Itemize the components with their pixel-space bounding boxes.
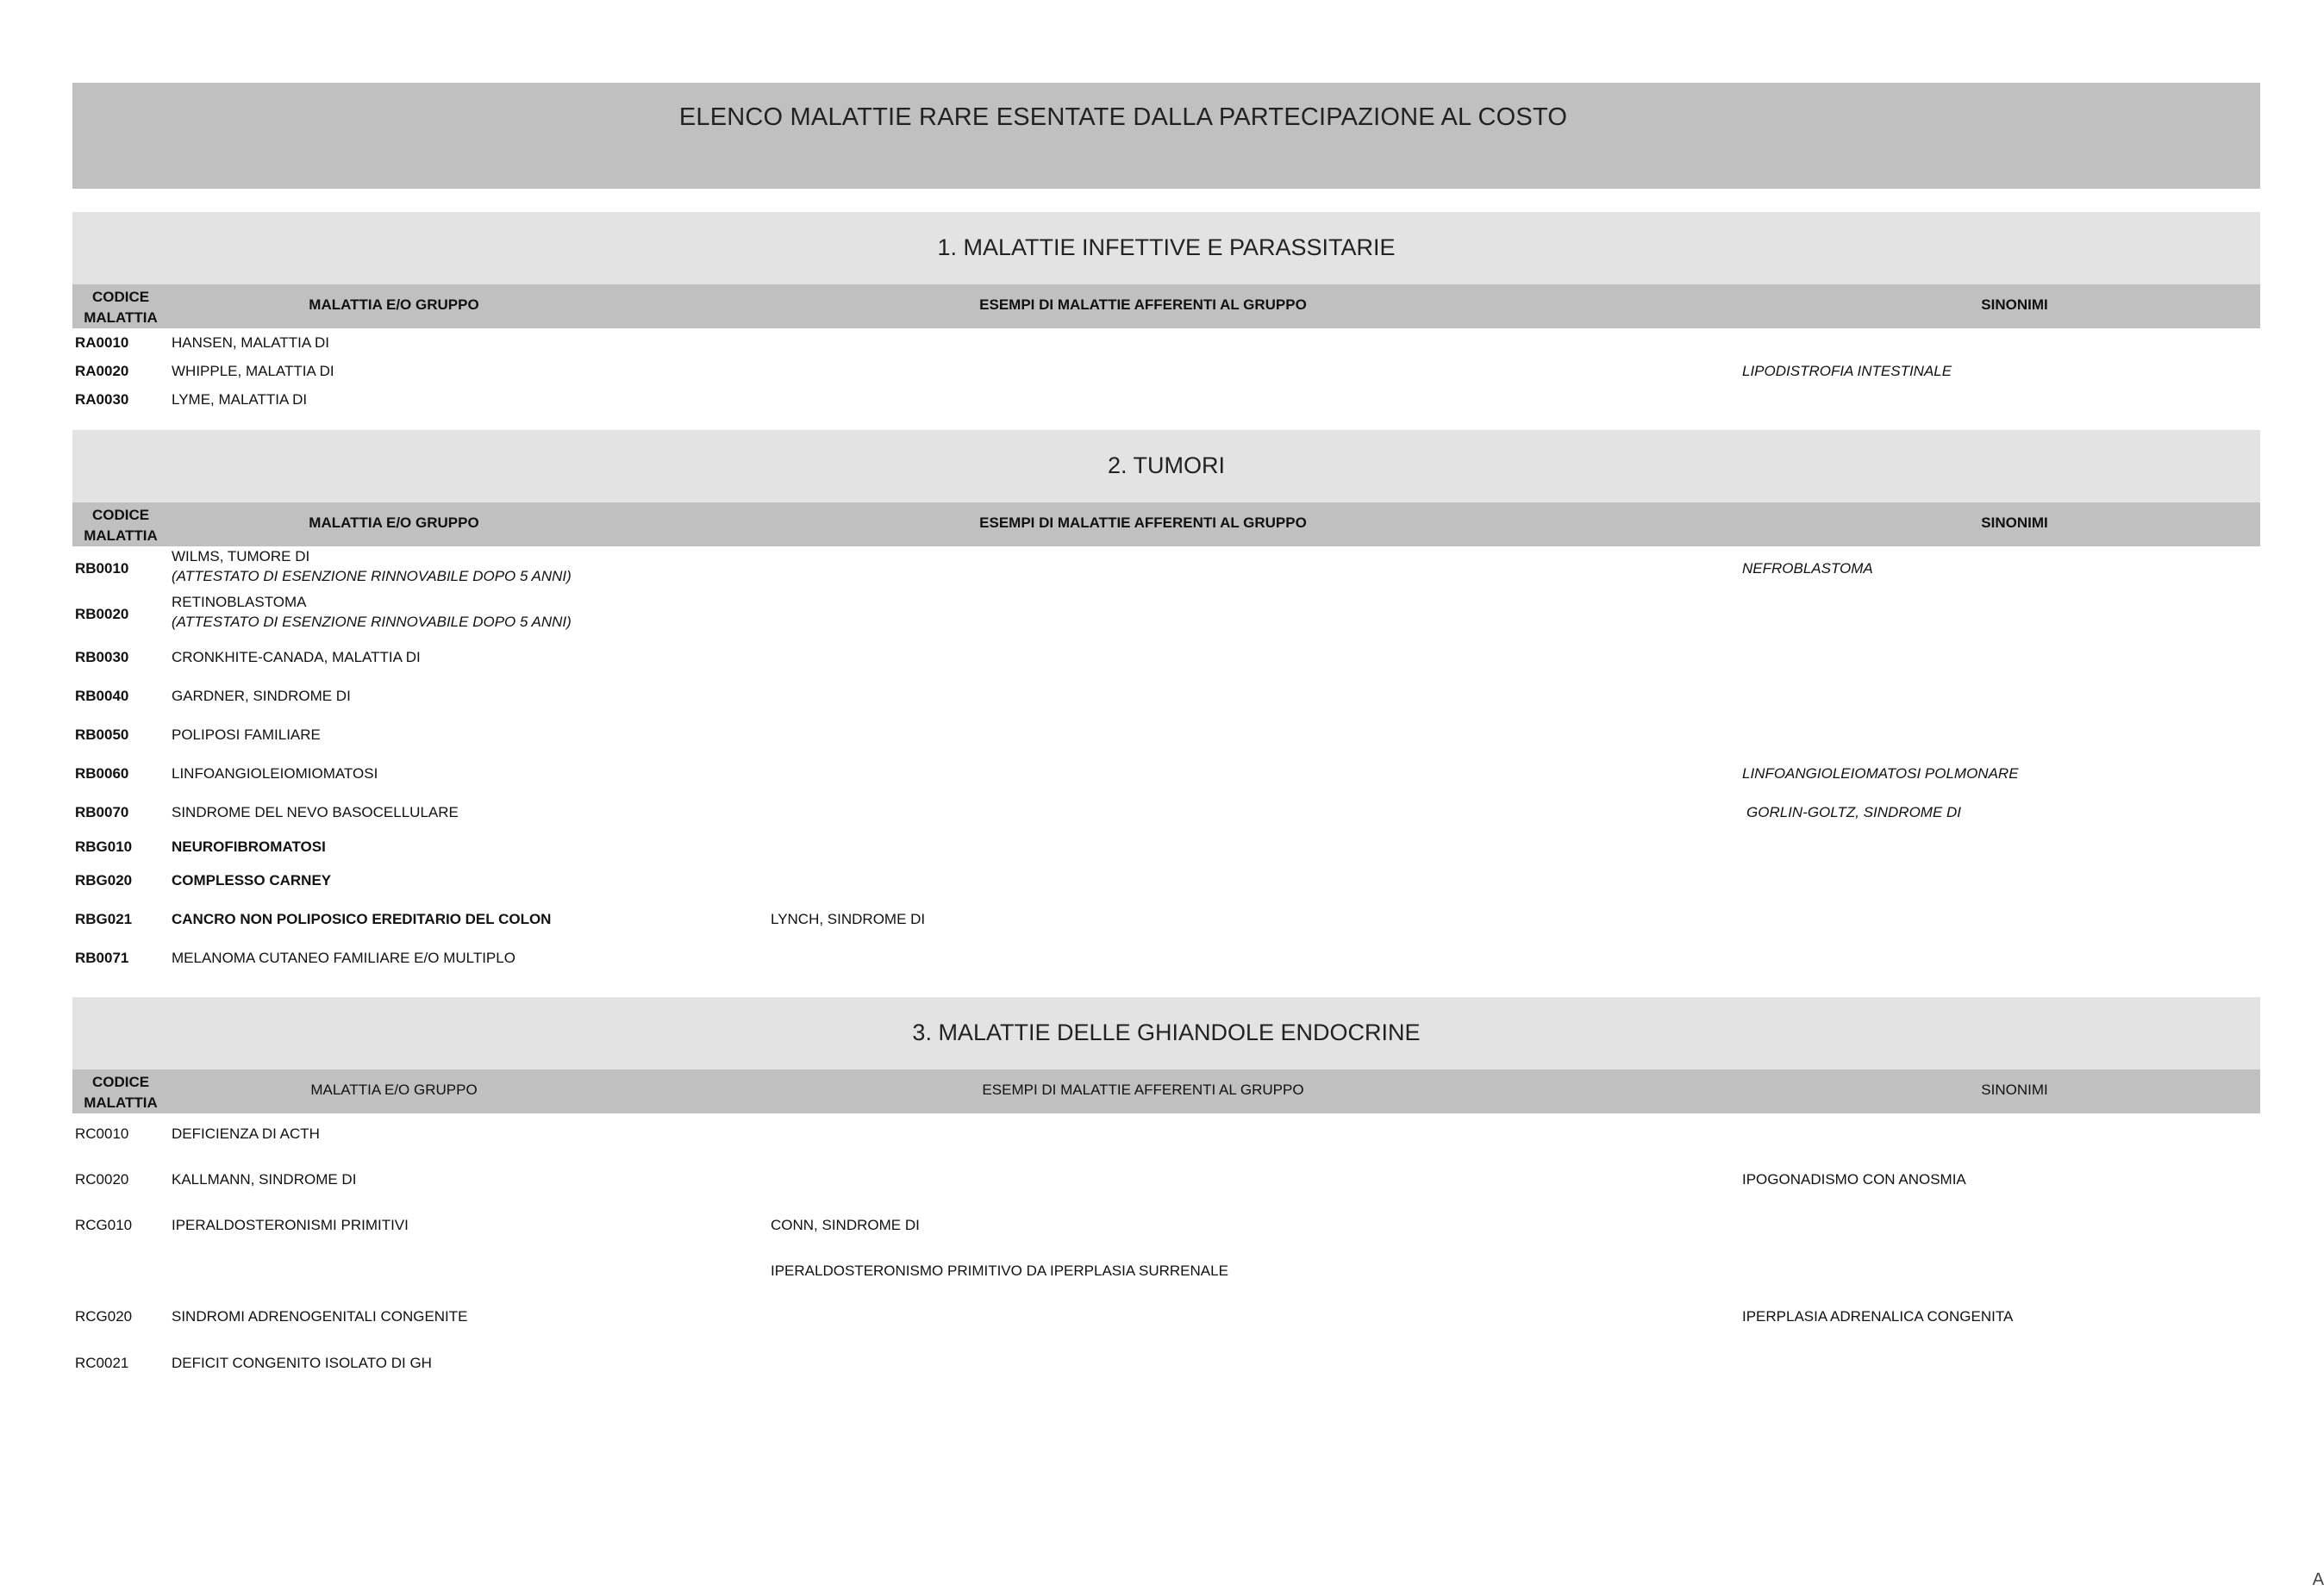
- row-sinonimi: LINFOANGIOLEIOMATOSI POLMONARE: [1742, 765, 2019, 782]
- column-header-esempi: ESEMPI DI MALATTIE AFFERENTI AL GRUPPO: [979, 296, 1307, 313]
- row-sinonimi: GORLIN-GOLTZ, SINDROME DI: [1746, 804, 1962, 820]
- row-note: (ATTESTATO DI ESENZIONE RINNOVABILE DOPO 5 ANNI): [172, 614, 572, 630]
- row-malattia: CRONKHITE-CANADA, MALATTIA DI: [172, 649, 421, 665]
- row-code: RC0010: [75, 1125, 129, 1142]
- column-header-code: CODICE MALATTIA: [84, 507, 158, 544]
- row-malattia-name: RETINOBLASTOMA: [172, 594, 307, 610]
- page-corner-mark: A: [2312, 1570, 2324, 1589]
- row-code: RB0040: [75, 688, 129, 704]
- section-title: 3. MALATTIE DELLE GHIANDOLE ENDOCRINE: [912, 1019, 1421, 1045]
- row-sinonimi: IPERPLASIA ADRENALICA CONGENITA: [1742, 1308, 2014, 1325]
- column-header-esempi: ESEMPI DI MALATTIE AFFERENTI AL GRUPPO: [982, 1082, 1304, 1098]
- column-header-malattia: MALATTIA E/O GRUPPO: [309, 514, 479, 531]
- row-esempi: CONN, SINDROME DI: [771, 1217, 920, 1233]
- row-malattia: WHIPPLE, MALATTIA DI: [172, 363, 334, 379]
- row-esempi: LYNCH, SINDROME DI: [771, 911, 926, 927]
- row-code: RB0060: [75, 765, 129, 782]
- column-header-sinonimi: SINONIMI: [1981, 296, 2048, 313]
- row-malattia: POLIPOSI FAMILIARE: [172, 726, 321, 743]
- section-infettive: [72, 212, 2260, 408]
- row-code: RCG020: [75, 1308, 133, 1325]
- column-header-malattia: MALATTIA E/O GRUPPO: [310, 1082, 478, 1098]
- row-code: RBG020: [75, 872, 133, 889]
- row-malattia: SINDROME DEL NEVO BASOCELLULARE: [172, 804, 459, 820]
- column-headers: [72, 284, 2260, 328]
- row-malattia: NEUROFIBROMATOSI: [172, 839, 326, 855]
- row-sinonimi: NEFROBLASTOMA: [1742, 560, 1873, 577]
- column-header-code: CODICE MALATTIA: [84, 1074, 158, 1111]
- row-malattia: GARDNER, SINDROME DI: [172, 688, 351, 704]
- row-code: RB0050: [75, 726, 129, 743]
- row-code: RB0030: [75, 649, 129, 665]
- column-header-esempi: ESEMPI DI MALATTIE AFFERENTI AL GRUPPO: [979, 514, 1307, 531]
- row-malattia: [172, 548, 572, 585]
- row-malattia: IPERALDOSTERONISMI PRIMITIVI: [172, 1217, 409, 1233]
- row-malattia: COMPLESSO CARNEY: [172, 872, 332, 889]
- row-code: RB0071: [75, 950, 129, 966]
- column-header-sinonimi: SINONIMI: [1981, 514, 2048, 531]
- section-title: 1. MALATTIE INFETTIVE E PARASSITARIE: [937, 234, 1396, 260]
- section-tumori: [72, 430, 2260, 966]
- column-header-sinonimi: SINONIMI: [1981, 1082, 2048, 1098]
- row-sinonimi: LIPODISTROFIA INTESTINALE: [1742, 363, 1952, 379]
- document-title: ELENCO MALATTIE RARE ESENTATE DALLA PARTECIPAZIONE AL COSTO: [678, 103, 1568, 131]
- section-title: 2. TUMORI: [1107, 452, 1225, 478]
- row-malattia: KALLMANN, SINDROME DI: [172, 1171, 357, 1188]
- row-code: RA0010: [75, 334, 129, 351]
- row-malattia: HANSEN, MALATTIA DI: [172, 334, 329, 351]
- column-headers: [72, 1069, 2260, 1113]
- row-code: RBG021: [75, 911, 133, 927]
- row-malattia: LYME, MALATTIA DI: [172, 391, 308, 408]
- row-malattia: DEFICIENZA DI ACTH: [172, 1125, 320, 1142]
- row-code: RB0010: [75, 560, 129, 577]
- section-header: [72, 997, 2260, 1069]
- section-endocrine: [72, 997, 2260, 1371]
- column-headers: [72, 502, 2260, 546]
- section-header: [72, 430, 2260, 502]
- row-malattia: MELANOMA CUTANEO FAMILIARE E/O MULTIPLO: [172, 950, 515, 966]
- row-code: RC0021: [75, 1355, 129, 1371]
- row-malattia: CANCRO NON POLIPOSICO EREDITARIO DEL COLON: [172, 911, 552, 927]
- row-code: RBG010: [75, 839, 133, 855]
- row-esempi: IPERALDOSTERONISMO PRIMITIVO DA IPERPLASIA SURRENALE: [771, 1263, 1228, 1279]
- column-header-malattia: MALATTIA E/O GRUPPO: [309, 296, 479, 313]
- row-malattia: SINDROMI ADRENOGENITALI CONGENITE: [172, 1308, 468, 1325]
- row-malattia-name: WILMS, TUMORE DI: [172, 548, 310, 564]
- column-header-code: CODICE MALATTIA: [84, 289, 158, 326]
- row-malattia: DEFICIT CONGENITO ISOLATO DI GH: [172, 1355, 432, 1371]
- document-title-bar: [72, 83, 2260, 189]
- row-note: (ATTESTATO DI ESENZIONE RINNOVABILE DOPO 5 ANNI): [172, 568, 572, 584]
- row-code: RB0020: [75, 606, 129, 622]
- row-malattia: [172, 594, 572, 631]
- row-code: RA0020: [75, 363, 129, 379]
- row-malattia: LINFOANGIOLEIOMIOMATOSI: [172, 765, 378, 782]
- row-sinonimi: IPOGONADISMO CON ANOSMIA: [1742, 1171, 1966, 1188]
- row-code: RB0070: [75, 804, 129, 820]
- row-code: RA0030: [75, 391, 129, 408]
- section-header: [72, 212, 2260, 284]
- row-code: RCG010: [75, 1217, 133, 1233]
- row-code: RC0020: [75, 1171, 129, 1188]
